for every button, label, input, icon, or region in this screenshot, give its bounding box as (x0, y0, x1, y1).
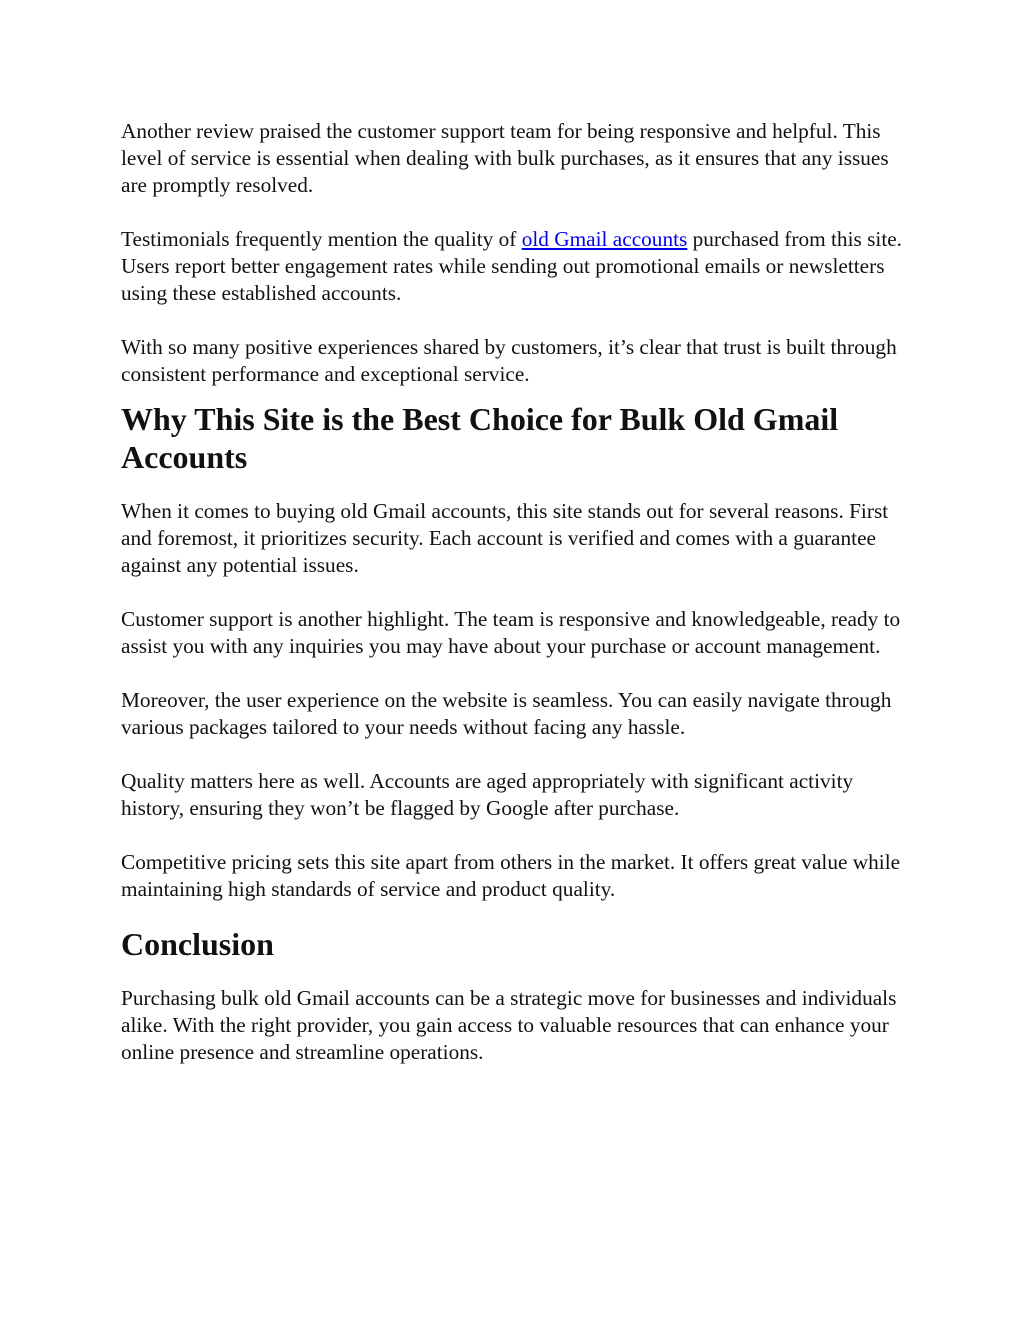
old-gmail-accounts-link[interactable]: old Gmail accounts (521, 227, 688, 251)
paragraph-pricing: Competitive pricing sets this site apart from others in the market. It offers great value while maintaining high standards of service and product quality. (121, 850, 901, 901)
paragraph-user-experience: Moreover, the user experience on the website is seamless. You can easily navigate through various packages tailored to your needs without facing any hassle. (121, 688, 892, 739)
document-page (121, 118, 911, 1093)
paragraph-conclusion: Purchasing bulk old Gmail accounts can be a strategic move for businesses and individuals alike. With the right provider, you gain access to valuable resources that can enhance your online presence and streamline operations. (121, 986, 897, 1064)
paragraph-trust: With so many positive experiences shared by customers, it’s clear that trust is built through consistent performance and exceptional service. (121, 335, 897, 386)
paragraph-support-review: Another review praised the customer support team for being responsive and helpful. This level of service is essential when dealing with bulk purchases, as it ensures that any issues are promptly resolved. (121, 119, 889, 197)
paragraph-testimonials-after: purchased from this site. Users report better engagement rates while sending out promotional emails or newsletters using these established accounts. (121, 227, 903, 305)
heading-conclusion: Conclusion (121, 926, 274, 962)
paragraph-quality: Quality matters here as well. Accounts are aged appropriately with significant activity history, ensuring they won’t be flagged by Google after purchase. (121, 769, 854, 820)
heading-why-best-choice: Why This Site is the Best Choice for Bulk Old Gmail Accounts (121, 401, 839, 475)
paragraph-security: When it comes to buying old Gmail accounts, this site stands out for several reasons. First and foremost, it prioritizes security. Each account is verified and comes with a guarantee against any potential issues. (121, 499, 889, 577)
paragraph-testimonials-before: Testimonials frequently mention the quality of (121, 227, 522, 251)
paragraph-testimonials (121, 226, 911, 307)
paragraph-customer-support: Customer support is another highlight. The team is responsive and knowledgeable, ready to assist you with any inquiries you may have about your purchase or account management. (121, 607, 901, 658)
